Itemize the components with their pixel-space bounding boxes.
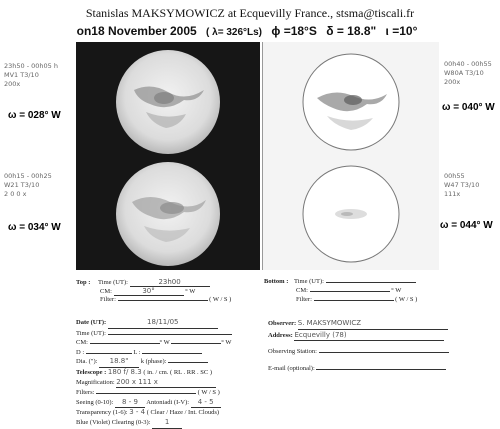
seeing-row <box>76 398 266 409</box>
delta-value: δ = 18.8" <box>326 24 377 38</box>
top-metadata <box>76 278 210 287</box>
blue-clearing-row <box>76 418 266 429</box>
bottom-metadata <box>264 278 416 285</box>
observer-details <box>268 318 494 374</box>
obs2-filter: W80A T3/10 <box>444 69 484 77</box>
bottom-filter-field[interactable] <box>314 300 394 301</box>
bottom-filter-ws: ( W / S ) <box>395 296 418 303</box>
obs2-time: 00h40 - 00h55 <box>444 60 492 68</box>
bottom-filter-row <box>296 296 417 303</box>
transparency-field[interactable]: 3 - 4 <box>129 408 146 417</box>
top-filter-label: Filter: <box>100 296 116 303</box>
antoniadi-label: Antoniadi (I-V): <box>146 398 190 406</box>
author-line: Stanislas MAKSYMOWICZ at Ecquevilly France., stsma@tiscali.fr <box>85 6 415 20</box>
cm-unit-2: ° W <box>221 339 232 347</box>
obs4-notes <box>444 172 498 199</box>
date-field[interactable]: 18/11/05 <box>108 318 218 329</box>
mars-drawings-dark <box>76 42 260 270</box>
bottom-cm-field[interactable] <box>310 291 390 292</box>
magnification-row <box>76 378 266 389</box>
address-field[interactable]: Ecquevilly (78) <box>294 330 444 342</box>
top-filter-ws: ( W / S ) <box>209 296 232 303</box>
obs1-notes <box>4 62 74 89</box>
filters-field[interactable] <box>96 393 196 394</box>
observation-conditions <box>0 24 500 38</box>
d-label: D : <box>76 348 85 356</box>
cm-row <box>76 338 266 348</box>
bottom-time-label: Time (UT): <box>294 278 324 285</box>
time-row <box>76 329 266 339</box>
mars-drawings-light <box>263 42 439 270</box>
cm-field-2[interactable] <box>171 343 221 344</box>
d-field[interactable] <box>86 353 132 354</box>
blue-clearing-label: Blue (Violet) Clearing (0-3): <box>76 418 151 426</box>
email-field[interactable] <box>316 369 446 370</box>
date-label: Date (UT): <box>76 319 107 326</box>
obs1-mag: 200x <box>4 80 21 88</box>
top-time-field[interactable]: 23h00 <box>130 278 210 287</box>
obs2-mag: 200x <box>444 78 461 86</box>
station-label: Observing Station: <box>268 348 317 355</box>
obs2-notes <box>444 60 498 87</box>
bottom-filter-label: Filter: <box>296 296 312 303</box>
transparency-label: Transparency (1-6): <box>76 409 128 417</box>
transparency-row <box>76 408 266 418</box>
date-row <box>76 318 266 329</box>
seeing-field[interactable]: 8 - 9 <box>115 398 145 409</box>
observation-details <box>76 318 266 429</box>
obs1-filter: MV1 T3/10 <box>4 71 39 79</box>
filters-label: Filters: <box>76 389 95 397</box>
phi-value: ϕ =18°S <box>271 24 317 38</box>
lambda-value: ( λ= 326°Ls) <box>206 27 263 38</box>
top-cm-label: CM: <box>100 288 112 295</box>
cm-unit-1: ° W <box>159 339 170 347</box>
telescope-row <box>76 368 266 378</box>
dia-field[interactable]: 18.8" <box>99 357 139 368</box>
observer-field[interactable]: S. MAKSYMOWICZ <box>298 318 448 330</box>
obs1-time: 23h50 - 00h05 h <box>4 62 58 70</box>
filters-row <box>76 388 266 398</box>
telescope-units: ( in. / cm. ( RL . RR . SC ) <box>143 368 213 376</box>
dia-row <box>76 357 266 368</box>
cm-label: CM: <box>76 339 88 347</box>
antoniadi-field[interactable]: 4 - 5 <box>191 398 221 409</box>
obs2-omega: ω = 040° W <box>442 102 495 113</box>
top-cm-field[interactable]: 30° <box>114 287 184 296</box>
top-cm-row <box>100 287 195 296</box>
station-row <box>268 347 494 358</box>
dia-label: Dia. ("): <box>76 358 98 366</box>
top-filter-field[interactable] <box>118 300 208 301</box>
station-field[interactable] <box>319 352 449 353</box>
transparency-note: ( Clear / Haze / Int. Clouds) <box>146 409 220 417</box>
top-time-label: Time (UT): <box>98 279 128 286</box>
dl-row <box>76 348 266 358</box>
l-label: L : <box>133 348 141 356</box>
drawing-panel-dark <box>76 42 260 270</box>
observation-date: on18 November 2005 <box>76 24 197 38</box>
obs3-mag: 2 0 0 x <box>4 190 27 198</box>
bottom-cm-row <box>296 287 401 294</box>
seeing-label: Seeing (0-10): <box>76 398 114 406</box>
obs4-time: 00h55 <box>444 172 465 180</box>
k-label: k (phase): <box>140 358 167 366</box>
address-label: Address: <box>268 331 293 339</box>
email-label: E-mail (optional): <box>268 364 315 372</box>
email-row <box>268 364 494 375</box>
time-field[interactable] <box>108 334 232 335</box>
obs3-notes <box>4 172 74 199</box>
obs3-filter: W21 T3/10 <box>4 181 40 189</box>
address-row <box>268 330 494 342</box>
time-label: Time (UT): <box>76 329 106 337</box>
obs3-time: 00h15 - 00h25 <box>4 172 52 180</box>
top-label: Top : <box>76 279 91 286</box>
observer-label: Observer: <box>268 320 297 327</box>
filters-ws: ( W / S ) <box>197 389 220 397</box>
iota-value: ι =10° <box>385 24 418 38</box>
bottom-label: Bottom : <box>264 278 289 285</box>
magnification-label: Magnification: <box>76 378 115 386</box>
blue-clearing-field[interactable]: 1 <box>152 418 182 429</box>
top-cm-unit: ° W <box>185 288 196 295</box>
cm-field-1[interactable] <box>90 343 160 344</box>
observer-row <box>268 318 494 330</box>
obs3-omega: ω = 034° W <box>8 222 61 233</box>
k-field[interactable] <box>168 362 208 363</box>
magnification-field[interactable]: 200 x 111 x <box>116 378 216 389</box>
obs1-omega: ω = 028° W <box>8 110 61 121</box>
l-field[interactable] <box>142 353 202 354</box>
bottom-cm-label: CM: <box>296 287 308 294</box>
telescope-field[interactable]: 180 f/ 8.3 <box>107 367 142 376</box>
bottom-time-field[interactable] <box>326 282 416 283</box>
obs4-filter: W47 T3/10 <box>444 181 480 189</box>
obs4-mag: 111x <box>444 190 461 198</box>
obs4-omega: ω = 044° W <box>440 220 493 231</box>
top-filter-row <box>100 296 231 303</box>
drawing-panel-light <box>262 42 439 270</box>
telescope-label: Telescope : <box>76 368 107 376</box>
bottom-cm-unit: ° W <box>391 287 402 294</box>
